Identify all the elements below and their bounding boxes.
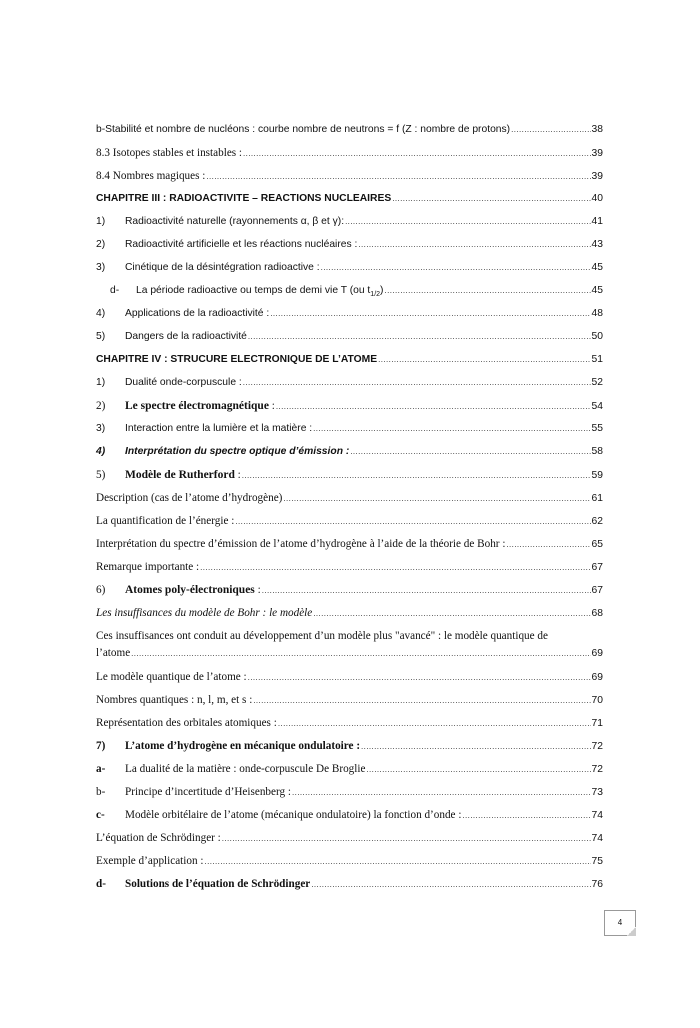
toc-entry-title: Radioactivité naturelle (rayonnements α, β et γ):: [125, 216, 345, 227]
toc-entry[interactable]: [96, 604, 603, 627]
toc-entry-label: [125, 213, 344, 231]
toc-entry[interactable]: [96, 806, 603, 829]
dot-leader: [222, 830, 591, 848]
dot-leader: [311, 876, 590, 894]
toc-entry-number: 5): [96, 469, 106, 481]
dot-leader: [313, 420, 590, 438]
toc-entry-page[interactable]: 69: [591, 648, 603, 659]
dot-leader: [270, 305, 590, 323]
toc-entry-title-end: :: [234, 469, 241, 481]
toc-entry-title: b-Stabilité et nombre de nucléons : courbe nombre de neutrons = f (Z : nombre de protons): [96, 124, 511, 135]
toc-entry[interactable]: [96, 627, 603, 668]
toc-entry-title: Le modèle quantique de l’atome :: [96, 671, 247, 683]
toc-entry[interactable]: [96, 691, 603, 714]
toc-entry-title: Cinétique de la désintégration radioactive :: [125, 262, 320, 273]
toc-entry[interactable]: [96, 466, 603, 489]
toc-entry-number: 7): [96, 740, 106, 752]
toc-entry-label: [125, 397, 275, 415]
dot-leader: [242, 467, 591, 485]
toc-entry-page[interactable]: 38: [591, 124, 603, 135]
dot-leader: [253, 692, 590, 710]
toc-entry-label: [96, 829, 221, 847]
toc-entry-page[interactable]: 55: [591, 423, 603, 434]
toc-entry-label: [96, 190, 391, 208]
dot-leader: [278, 715, 591, 733]
toc-entry-title: Interprétation du spectre optique d’émission :: [125, 446, 350, 457]
dot-leader: [345, 213, 590, 231]
toc-entry-label: [125, 760, 365, 778]
toc-entry-title: 8.3 Isotopes stables et instables :: [96, 147, 243, 159]
dot-leader: [392, 190, 590, 208]
toc-entry-page[interactable]: 59: [591, 470, 603, 481]
subscript: 1/2: [370, 291, 381, 299]
toc-entry[interactable]: [96, 236, 603, 259]
toc-entry-label: [125, 236, 357, 254]
toc-entry[interactable]: [96, 558, 603, 581]
toc-entry-page[interactable]: 65: [591, 539, 603, 550]
toc-entry-title: Les insuffisances du modèle de Bohr : le modèle: [96, 607, 313, 619]
toc-entry[interactable]: [96, 489, 603, 512]
toc-entry-label: [96, 512, 234, 530]
toc-entry[interactable]: [96, 714, 603, 737]
toc-entry-number: 4): [96, 446, 106, 457]
toc-entry-title-end: :: [254, 584, 261, 596]
page-curl-icon: [627, 927, 636, 936]
toc-entry-label: [96, 668, 247, 686]
toc-entry-title: Exemple d’application :: [96, 855, 204, 867]
toc-entry[interactable]: [96, 535, 603, 558]
toc-entry-page[interactable]: 41: [591, 216, 603, 227]
table-of-contents: [96, 121, 603, 898]
toc-entry-title: L’atome d’hydrogène en mécanique ondulatoire :: [125, 740, 361, 752]
toc-entry[interactable]: [96, 351, 603, 374]
toc-entry-page[interactable]: 48: [591, 308, 603, 319]
dot-leader: [462, 807, 590, 825]
toc-entry-number: 4): [96, 308, 106, 319]
dot-leader: [205, 853, 591, 871]
toc-entry-title: Atomes poly-électroniques: [125, 584, 255, 596]
toc-entry[interactable]: [96, 420, 603, 443]
dot-leader: [321, 259, 591, 277]
page-number: 4: [617, 918, 623, 927]
toc-entry-label: [125, 259, 320, 277]
dot-leader: [384, 282, 590, 300]
toc-entry-page[interactable]: 73: [591, 787, 603, 798]
toc-entry-title-end: ): [380, 285, 384, 296]
toc-entry-number: 1): [96, 377, 106, 388]
toc-entry-label: [96, 489, 282, 507]
toc-entry-title: Modèle de Rutherford: [125, 469, 235, 481]
toc-entry[interactable]: [96, 581, 603, 604]
toc-entry-title: Le spectre électromagnétique: [125, 400, 269, 412]
toc-entry-label-end: l’atome: [96, 647, 131, 659]
toc-entry-number: 1): [96, 216, 106, 227]
dot-leader: [131, 645, 590, 663]
toc-entry-label: [125, 443, 349, 461]
toc-entry-page[interactable]: 67: [591, 562, 603, 573]
toc-entry-label: [125, 783, 291, 801]
toc-entry-title: CHAPITRE IV : STRUCURE ELECTRONIQUE DE L’ATOME: [96, 354, 378, 365]
toc-entry-number: d-: [110, 285, 120, 296]
toc-entry-title: Remarque importante :: [96, 561, 200, 573]
dot-leader: [361, 738, 590, 756]
toc-entry-label: [125, 806, 461, 824]
toc-entry-title: Description (cas de l’atome d’hydrogène): [96, 492, 283, 504]
toc-entry[interactable]: [96, 829, 603, 852]
toc-entry[interactable]: [96, 397, 603, 420]
toc-entry-label: [125, 420, 312, 438]
toc-entry-page[interactable]: 72: [591, 764, 603, 775]
toc-entry[interactable]: [96, 760, 603, 783]
toc-entry[interactable]: [96, 852, 603, 875]
toc-entry[interactable]: [96, 374, 603, 397]
toc-entry-page[interactable]: 67: [591, 585, 603, 596]
dot-leader: [235, 513, 590, 531]
toc-entry-page[interactable]: 45: [591, 285, 603, 296]
toc-entry-label: [125, 875, 310, 893]
toc-entry-title: Dangers de la radioactivité: [125, 331, 247, 342]
toc-entry-page[interactable]: 39: [591, 171, 603, 182]
toc-entry-label: [96, 558, 199, 576]
dot-leader: [366, 761, 590, 779]
toc-entry-label: [96, 691, 252, 709]
dot-leader: [248, 328, 591, 346]
toc-entry-title: Radioactivité artificielle et les réactions nucléaires :: [125, 239, 358, 250]
toc-entry-page[interactable]: 74: [591, 810, 603, 821]
toc-entry-title: Principe d’incertitude d’Heisenberg :: [125, 786, 291, 798]
toc-entry-number: d-: [96, 878, 106, 890]
toc-entry-page[interactable]: 71: [591, 718, 603, 729]
toc-entry-page[interactable]: 50: [591, 331, 603, 342]
toc-entry[interactable]: [96, 282, 603, 305]
toc-entry-page[interactable]: 45: [591, 262, 603, 273]
toc-entry-label: [136, 282, 383, 304]
toc-entry-title: La dualité de la matière : onde-corpuscule De Broglie: [125, 763, 366, 775]
dot-leader: [206, 168, 590, 186]
toc-entry-page[interactable]: 62: [591, 516, 603, 527]
toc-entry-number: 3): [96, 423, 106, 434]
toc-entry-page[interactable]: 75: [591, 856, 603, 867]
toc-entry-label: [96, 144, 242, 162]
toc-entry-title: Applications de la radioactivité :: [125, 308, 270, 319]
toc-entry[interactable]: [96, 668, 603, 691]
toc-entry-number: a-: [96, 763, 106, 775]
toc-entry-label: [96, 167, 205, 185]
toc-entry-page[interactable]: 61: [591, 493, 603, 504]
toc-entry-page[interactable]: 70: [591, 695, 603, 706]
toc-entry-number: 2): [96, 239, 106, 250]
dot-leader: [248, 669, 591, 687]
toc-entry-label: [96, 852, 204, 870]
toc-entry[interactable]: [96, 737, 603, 760]
toc-entry[interactable]: [96, 167, 603, 190]
toc-entry-page[interactable]: 68: [591, 608, 603, 619]
toc-entry-title: La quantification de l’énergie :: [96, 515, 235, 527]
dot-leader: [276, 398, 591, 416]
toc-entry-number: 5): [96, 331, 106, 342]
toc-entry-page[interactable]: 72: [591, 741, 603, 752]
toc-entry-label: [96, 604, 312, 622]
toc-entry-page[interactable]: 52: [591, 377, 603, 388]
toc-entry-page[interactable]: 69: [591, 672, 603, 683]
toc-entry[interactable]: [96, 121, 603, 144]
toc-entry-title: Représentation des orbitales atomiques :: [96, 717, 277, 729]
toc-entry-page[interactable]: 76: [591, 879, 603, 890]
page-number-box: [604, 910, 636, 936]
dot-leader: [350, 443, 590, 461]
toc-entry-title: Solutions de l’équation de Schrödinger: [125, 878, 311, 890]
dot-leader: [243, 374, 591, 392]
toc-entry[interactable]: [96, 512, 603, 535]
toc-entry-number: c-: [96, 809, 105, 821]
toc-entry-label: [125, 328, 247, 346]
toc-entry-label: [96, 535, 505, 553]
toc-entry-title: Modèle orbitélaire de l’atome (mécanique ondulatoire) la fonction d’onde :: [125, 809, 462, 821]
toc-entry-page[interactable]: 39: [591, 148, 603, 159]
toc-entry-label: [96, 121, 510, 139]
toc-entry[interactable]: [96, 875, 603, 898]
toc-entry-title: Interprétation du spectre d’émission de l’atome d’hydrogène à l’aide de la théorie de Bohr :: [96, 538, 506, 550]
toc-entry-title: Nombres quantiques : n, l, m, et s :: [96, 694, 253, 706]
dot-leader: [506, 536, 590, 554]
dot-leader: [243, 145, 590, 163]
dot-leader: [292, 784, 591, 802]
toc-entry-title-end: :: [268, 400, 275, 412]
toc-entry[interactable]: [96, 213, 603, 236]
toc-entry-page[interactable]: 51: [591, 354, 603, 365]
toc-entry-page[interactable]: 43: [591, 239, 603, 250]
toc-entry-number: 6): [96, 584, 106, 596]
dot-leader: [358, 236, 590, 254]
toc-entry[interactable]: [96, 190, 603, 213]
toc-entry-label: [125, 305, 269, 323]
toc-entry[interactable]: [96, 328, 603, 351]
toc-entry-label: [96, 351, 377, 369]
dot-leader: [283, 490, 590, 508]
toc-entry-number: 3): [96, 262, 106, 273]
toc-entry-label: [125, 466, 241, 484]
toc-entry[interactable]: [96, 783, 603, 806]
dot-leader: [262, 582, 591, 600]
toc-entry-title: Dualité onde-corpuscule :: [125, 377, 242, 388]
toc-entry-title: CHAPITRE III : RADIOACTIVITE – REACTIONS NUCLEAIRES: [96, 193, 392, 204]
dot-leader: [378, 351, 590, 369]
toc-entry-title: Interaction entre la lumière et la matière :: [125, 423, 313, 434]
toc-entry-label: [125, 581, 261, 599]
toc-entry-number: b-: [96, 786, 106, 798]
dot-leader: [313, 605, 590, 623]
dot-leader: [200, 559, 590, 577]
toc-entry-title: 8.4 Nombres magiques :: [96, 170, 206, 182]
toc-entry[interactable]: [96, 305, 603, 328]
toc-entry[interactable]: [96, 443, 603, 466]
toc-entry-label: [125, 374, 242, 392]
toc-entry-number: 2): [96, 400, 106, 412]
toc-entry[interactable]: [96, 144, 603, 167]
toc-entry-page[interactable]: 54: [591, 401, 603, 412]
toc-entry-label: Ces insuffisances ont conduit au développement d’un modèle plus "avancé" : le modèle quantique de: [96, 630, 548, 642]
toc-entry-title: La période radioactive ou temps de demi vie T (ou t: [136, 285, 371, 296]
toc-entry-page[interactable]: 40: [591, 193, 603, 204]
dot-leader: [511, 121, 590, 139]
toc-entry-page[interactable]: 58: [591, 446, 603, 457]
toc-entry-label: [96, 714, 277, 732]
toc-entry[interactable]: [96, 259, 603, 282]
toc-entry-line2: [96, 644, 603, 668]
toc-entry-title: L’équation de Schrödinger :: [96, 832, 221, 844]
toc-entry-label: [125, 737, 360, 755]
toc-entry-page[interactable]: 74: [591, 833, 603, 844]
